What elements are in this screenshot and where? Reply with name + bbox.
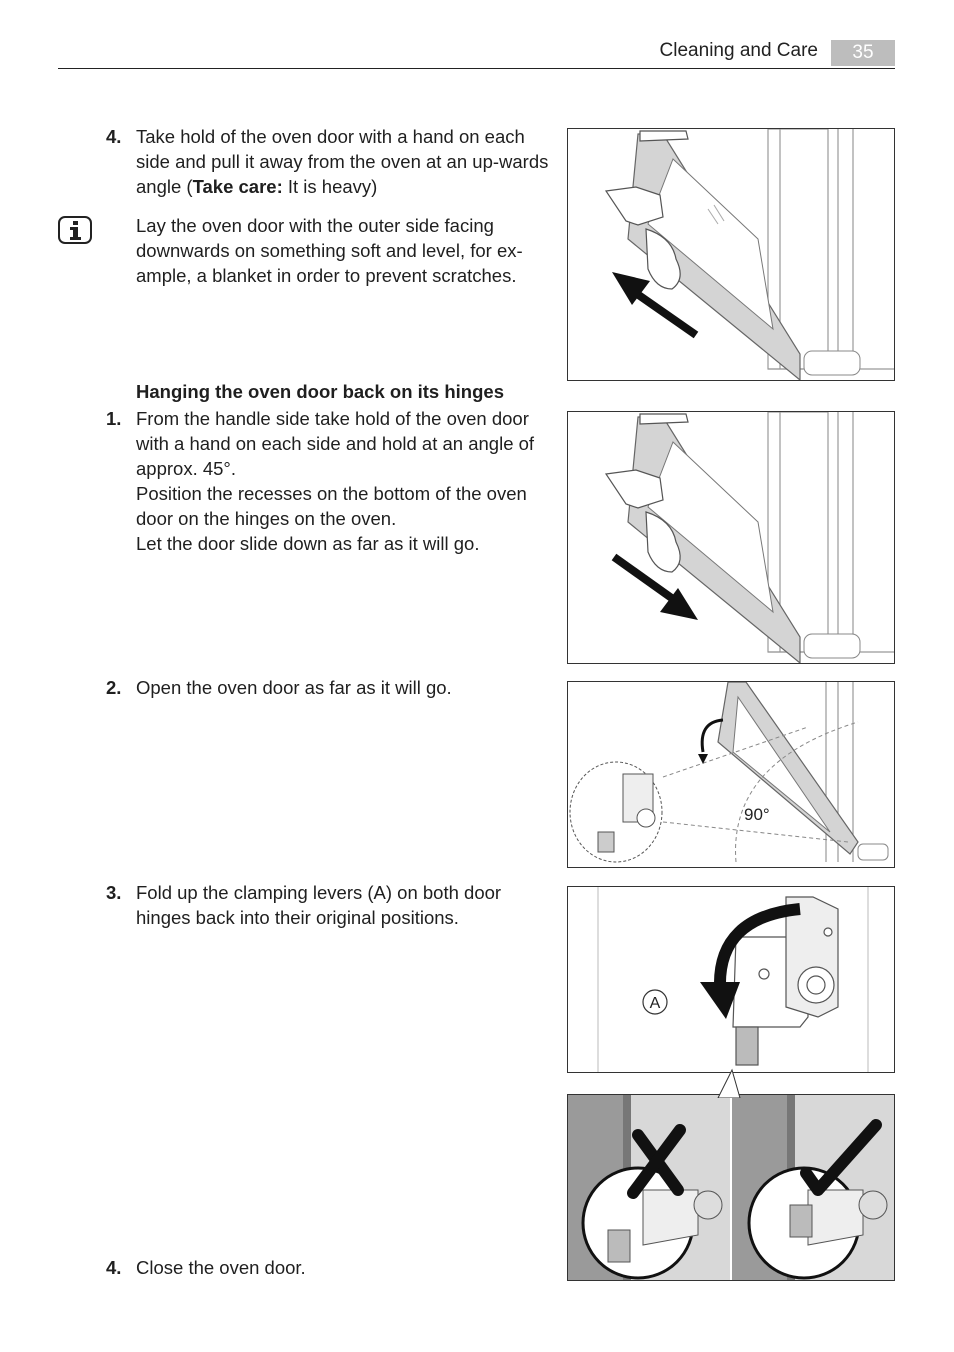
step-number: 1. (106, 408, 122, 429)
step-number: 2. (106, 677, 122, 698)
warning-emphasis: Take care: (192, 176, 283, 197)
step-number: 3. (106, 882, 122, 903)
step-number: 4. (106, 126, 122, 147)
removal-step-4 (106, 124, 556, 199)
page-number: 35 (831, 40, 895, 66)
figure-lever-comparison (567, 1094, 895, 1281)
figure-door-open-90 (567, 681, 895, 868)
figure-hang-door (567, 411, 895, 664)
angle-label: 90° (744, 805, 770, 824)
figure-remove-door (567, 128, 895, 381)
hinge-detail-circle (570, 762, 662, 862)
correct-panel (732, 1095, 894, 1280)
header-rule (58, 68, 895, 69)
lever-label: A (649, 995, 661, 1012)
rehang-step-4: 4. Close the oven door. (106, 1257, 306, 1278)
callout-connector (700, 1068, 760, 1098)
info-note: Lay the oven door with the outer side facing downwards on something soft and level, for ex-ample, a blanket in order to prevent scratches. (136, 215, 523, 286)
rehang-step-1: 1. From the handle side take hold of the oven door with a hand on each side and hold at an angle of approx. 45°. Position the recesses on the bottom of the oven door on the hinges on the oven. Let the door slide down as far as it will go. (106, 408, 535, 554)
figure-clamping-lever (567, 886, 895, 1073)
info-icon (58, 216, 92, 244)
step-text: Take hold of the oven door with a hand on each side and pull it away from the oven at an up-wards angle (Take care: It is heavy) (136, 126, 549, 197)
rehang-heading: Hanging the oven door back on its hinges (136, 381, 504, 402)
rehang-step-2: 2. Open the oven door as far as it will go. (106, 677, 452, 698)
incorrect-panel (568, 1095, 730, 1280)
oven-door (718, 682, 858, 854)
lever-label-circle (643, 990, 667, 1014)
step-number: 4. (106, 1257, 122, 1278)
rehang-step-3: 3. Fold up the clamping levers (A) on both door hinges back into their original positions. (106, 882, 502, 928)
section-title: Cleaning and Care (659, 40, 818, 61)
